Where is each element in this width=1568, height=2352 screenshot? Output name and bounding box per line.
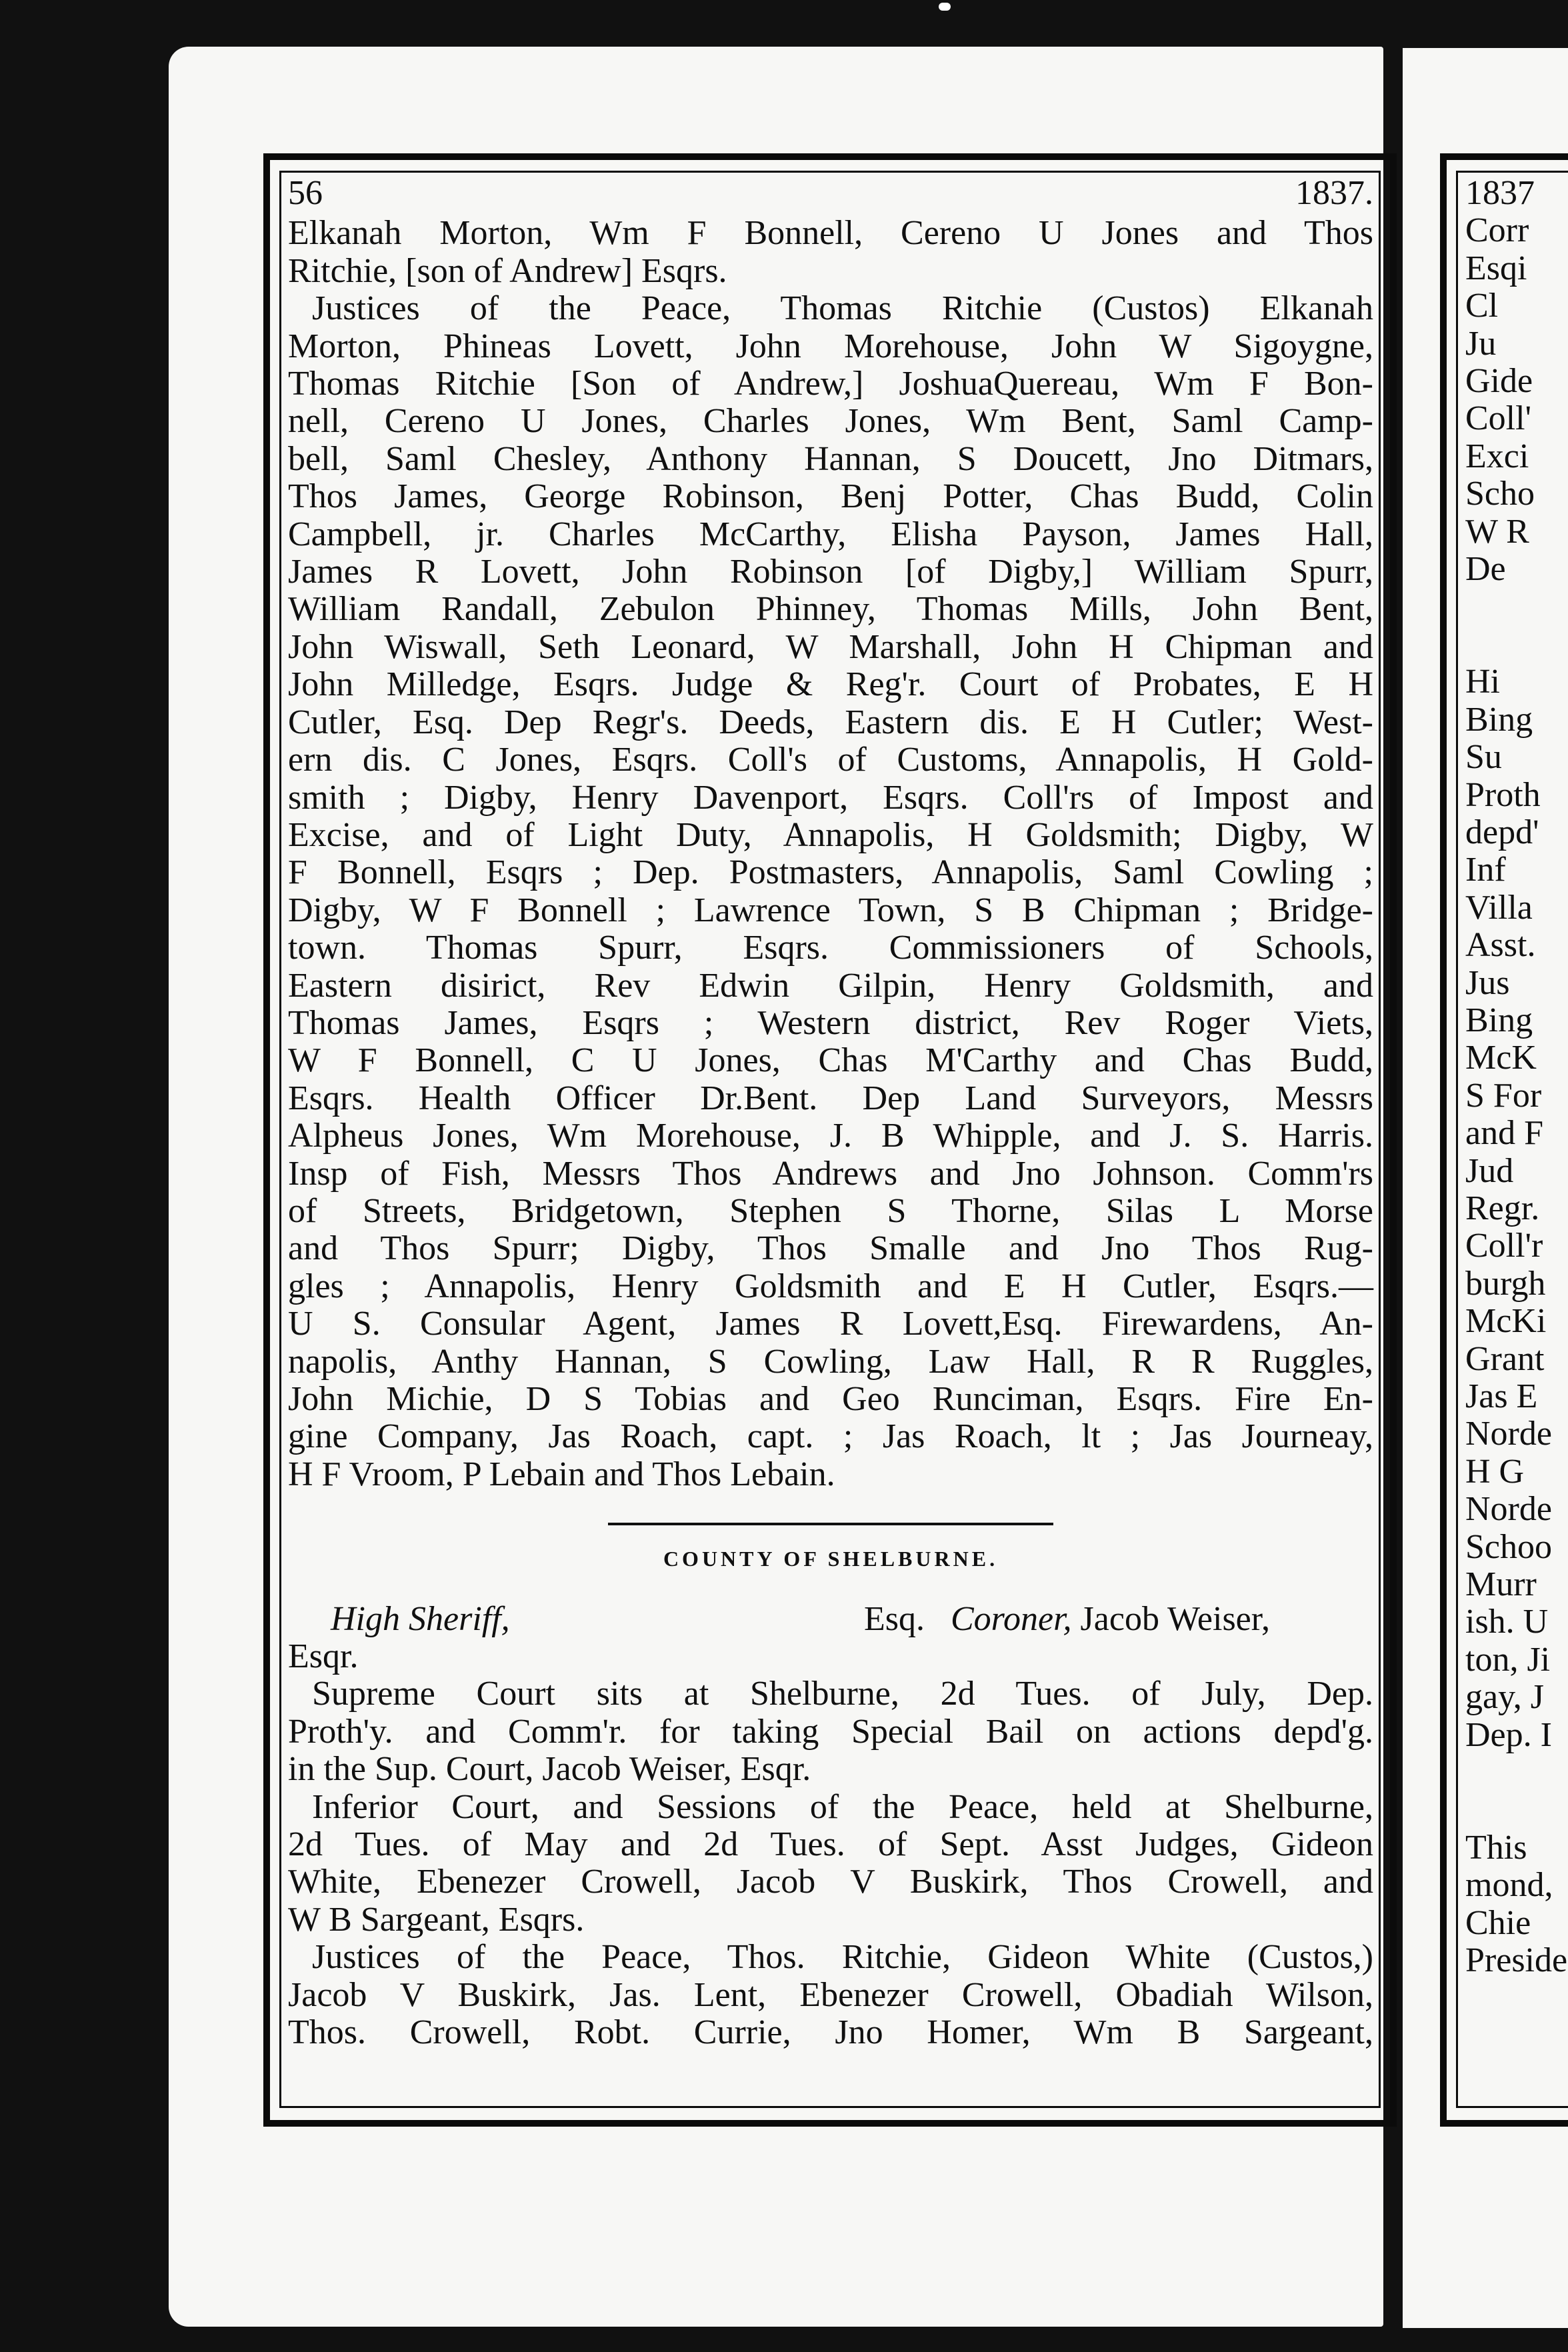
facing-text-fragment: Inf	[1465, 851, 1506, 889]
text-line: Digby, W F Bonnell ; Lawrence Town, S B Chipman ; Bridge-	[288, 891, 1373, 929]
text-line: F Bonnell, Esqrs ; Dep. Postmasters, Annapolis, Saml Cowling ;	[288, 853, 1373, 892]
facing-text-fragment: Scho	[1465, 475, 1535, 513]
facing-text-fragment: Grant	[1465, 1339, 1545, 1378]
facing-text-fragment: W R	[1465, 512, 1529, 551]
facing-text-fragment: Hi	[1465, 663, 1500, 701]
text-line: town. Thomas Spurr, Esqrs. Commissioners of Schools,	[288, 929, 1373, 967]
text-line: bell, Saml Chesley, Anthony Hannan, S Doucett, Jno Ditmars,	[288, 439, 1373, 478]
facing-text-fragment: H G	[1465, 1452, 1525, 1491]
text-line: Campbell, jr. Charles McCarthy, Elisha Payson, James Hall,	[288, 515, 1373, 553]
coroner-trail: Esqr.	[288, 1637, 359, 1676]
text-line: Thos James, George Robinson, Benj Potter, Chas Budd, Colin	[288, 477, 1373, 516]
coroner-name: Jacob Weiser,	[1080, 1599, 1270, 1638]
page-text-column	[288, 175, 1373, 2052]
facing-text-fragment: Exci	[1465, 437, 1529, 475]
text-line: Insp of Fish, Messrs Thos Andrews and Jno Johnson. Comm'rs	[288, 1154, 1373, 1193]
facing-text-fragment: burgh	[1465, 1264, 1546, 1303]
text-line: Cutler, Esq. Dep Regr's. Deeds, Eastern dis. E H Cutler; West-	[288, 703, 1373, 741]
facing-text-fragment: 1837	[1465, 175, 1535, 212]
text-line: gine Company, Jas Roach, capt. ; Jas Roach, lt ; Jas Journeay,	[288, 1417, 1373, 1456]
text-line: Alpheus Jones, Wm Morehouse, J. B Whipple, and J. S. Harris.	[288, 1117, 1373, 1155]
text-line: Eastern disirict, Rev Edwin Gilpin, Henry Goldsmith, and	[288, 966, 1373, 1005]
facing-text-fragment: McKi	[1465, 1302, 1547, 1341]
facing-text-fragment: Murr	[1465, 1565, 1537, 1604]
facing-text-fragment	[1465, 1791, 1568, 1829]
facing-text-fragment: Cl	[1465, 287, 1499, 325]
text-line: White, Ebenezer Crowell, Jacob V Buskirk, Thos Crowell, and	[288, 1863, 1373, 1901]
sheriff-esq: Esq.	[864, 1599, 925, 1638]
text-line: Elkanah Morton, Wm F Bonnell, Cereno U Jones and Thos	[288, 214, 1373, 253]
scan-speck	[939, 3, 951, 11]
justices-paragraph	[288, 290, 1373, 1493]
text-line: Morton, Phineas Lovett, John Morehouse, John W Sigoygne,	[288, 327, 1373, 365]
text-line: Proth'y. and Comm'r. for taking Special Bail on actions depd'g.	[288, 1712, 1373, 1751]
text-line: smith ; Digby, Henry Davenport, Esqrs. Coll'rs of Impost and	[288, 778, 1373, 817]
facing-text-fragment	[1465, 1754, 1568, 1791]
text-line: Excise, and of Light Duty, Annapolis, H Goldsmith; Digby, W	[288, 815, 1373, 854]
text-line: nell, Cereno U Jones, Charles Jones, Wm Bent, Saml Camp-	[288, 402, 1373, 441]
facing-text-fragment: Chie	[1465, 1903, 1531, 1942]
facing-text-fragment: Norde	[1465, 1490, 1552, 1529]
facing-text-fragment: Proth	[1465, 775, 1541, 814]
shelburne-paragraphs	[288, 1675, 1373, 2051]
facing-text-fragment: depd'	[1465, 813, 1539, 851]
text-line: James R Lovett, John Robinson [of Digby,] William Spurr,	[288, 553, 1373, 591]
text-line: John Wiswall, Seth Leonard, W Marshall, John H Chipman and	[288, 627, 1373, 666]
facing-text-fragment: Dep. I	[1465, 1715, 1552, 1754]
text-line: ern dis. C Jones, Esqrs. Coll's of Customs, Annapolis, H Gold-	[288, 741, 1373, 779]
text-line: Jacob V Buskirk, Jas. Lent, Ebenezer Crowell, Obadiah Wilson,	[288, 1975, 1373, 2014]
facing-text-fragment	[1465, 588, 1568, 625]
facing-page-fragments	[1465, 175, 1568, 1980]
text-line: John Milledge, Esqrs. Judge & Reg'r. Court of Probates, E H	[288, 665, 1373, 704]
sheriff-line	[288, 1601, 1373, 1638]
facing-text-fragment: Schoo	[1465, 1527, 1552, 1566]
text-line: Ritchie, [son of Andrew] Esqrs.	[288, 251, 727, 290]
text-line: napolis, Anthy Hannan, S Cowling, Law Hall, R R Ruggles,	[288, 1342, 1373, 1381]
text-line: Thomas James, Esqrs ; Western district, Rev Roger Viets,	[288, 1003, 1373, 1042]
text-line: Inferior Court, and Sessions of the Peace, held at Shelburne,	[312, 1787, 1373, 1826]
continuation-paragraph	[288, 215, 1373, 290]
text-line: in the Sup. Court, Jacob Weiser, Esqr.	[288, 1750, 811, 1789]
facing-text-fragment: Norde	[1465, 1415, 1552, 1453]
text-line: Thomas Ritchie [Son of Andrew,] JoshuaQuereau, Wm F Bon-	[288, 365, 1373, 403]
facing-text-fragment: S For	[1465, 1076, 1542, 1115]
facing-text-fragment: Coll'	[1465, 399, 1531, 438]
facing-text-fragment: Asst.	[1465, 926, 1536, 965]
text-line: Thos. Crowell, Robt. Currie, Jno Homer, Wm B Sargeant,	[288, 2013, 1373, 2052]
facing-text-fragment: gay, J	[1465, 1678, 1544, 1717]
section-title: COUNTY OF SHELBURNE.	[663, 1547, 999, 1571]
facing-text-fragment: and F	[1465, 1114, 1543, 1153]
text-line: U S. Consular Agent, James R Lovett,Esq. Firewardens, An-	[288, 1305, 1373, 1343]
facing-text-fragment: Esqi	[1465, 249, 1527, 287]
text-line: Esqrs. Health Officer Dr.Bent. Dep Land Surveyors, Messrs	[288, 1079, 1373, 1117]
facing-text-fragment: Bing	[1465, 1001, 1533, 1039]
facing-text-fragment: This	[1465, 1828, 1527, 1867]
section-divider	[608, 1523, 1053, 1525]
facing-text-fragment: Regr.	[1465, 1189, 1540, 1227]
facing-text-fragment: De	[1465, 550, 1506, 589]
coroner-label: Coroner,	[951, 1599, 1072, 1638]
page-year: 1837.	[1295, 174, 1373, 212]
page-header	[288, 175, 1373, 212]
facing-text-fragment: Su	[1465, 738, 1502, 777]
text-line: gles ; Annapolis, Henry Goldsmith and E H Cutler, Esqrs.—	[288, 1267, 1373, 1305]
text-line: and Thos Spurr; Digby, Thos Smalle and Jno Thos Rug-	[288, 1229, 1373, 1268]
text-line: of Streets, Bridgetown, Stephen S Thorne, Silas L Morse	[288, 1191, 1373, 1230]
facing-text-fragment: Ju	[1465, 324, 1497, 363]
text-line: 2d Tues. of May and 2d Tues. of Sept. Asst Judges, Gideon	[288, 1825, 1373, 1864]
facing-text-fragment: Gide	[1465, 362, 1533, 401]
text-line: W F Bonnell, C U Jones, Chas M'Carthy and Chas Budd,	[288, 1041, 1373, 1080]
text-line: Justices of the Peace, Thomas Ritchie (Custos) Elkanah	[312, 289, 1373, 328]
facing-text-fragment: Coll'r	[1465, 1227, 1543, 1265]
facing-text-fragment: Bing	[1465, 700, 1533, 739]
facing-text-fragment: Jud	[1465, 1151, 1514, 1190]
facing-text-fragment: McK	[1465, 1039, 1537, 1077]
page-number: 56	[288, 174, 323, 212]
text-line: John Michie, D S Tobias and Geo Runciman, Esqrs. Fire En-	[288, 1380, 1373, 1418]
text-line: Justices of the Peace, Thos. Ritchie, Gideon White (Custos,)	[312, 1938, 1373, 1977]
text-line: William Randall, Zebulon Phinney, Thomas Mills, John Bent,	[288, 590, 1373, 629]
facing-text-fragment: Jus	[1465, 963, 1510, 1002]
facing-text-fragment	[1465, 626, 1568, 663]
facing-text-fragment: Jas E	[1465, 1377, 1538, 1415]
text-line: W B Sargeant, Esqrs.	[288, 1900, 585, 1939]
facing-text-fragment: mond,	[1465, 1866, 1553, 1905]
high-sheriff-label: High Sheriff,	[331, 1599, 510, 1638]
facing-text-fragment: Corr	[1465, 211, 1529, 250]
text-line: H F Vroom, P Lebain and Thos Lebain.	[288, 1455, 835, 1493]
facing-text-fragment: ton, Ji	[1465, 1640, 1551, 1679]
facing-text-fragment: Preside	[1465, 1941, 1568, 1980]
facing-text-fragment: ish. U	[1465, 1603, 1549, 1641]
facing-text-fragment: Villa	[1465, 888, 1533, 927]
text-line: Supreme Court sits at Shelburne, 2d Tues. of July, Dep.	[312, 1675, 1373, 1713]
